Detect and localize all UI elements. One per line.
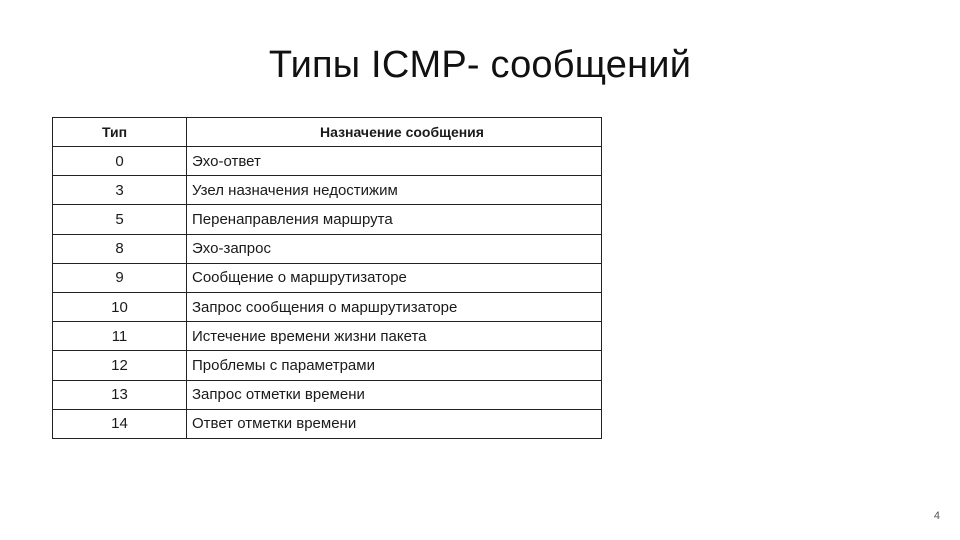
purpose-cell: Проблемы с параметрами <box>187 351 602 380</box>
column-header-type: Тип <box>53 118 187 147</box>
type-cell: 11 <box>53 322 187 351</box>
table-row <box>53 292 602 321</box>
table-header-row <box>53 118 602 147</box>
table-row <box>53 263 602 292</box>
type-cell: 0 <box>53 147 187 176</box>
slide-title: Типы ICMP- сообщений <box>268 44 692 86</box>
type-cell: 10 <box>53 292 187 321</box>
page-number: 4 <box>933 510 940 522</box>
type-cell: 12 <box>53 351 187 380</box>
purpose-cell: Сообщение о маршрутизаторе <box>187 263 602 292</box>
table-row <box>53 351 602 380</box>
type-cell: 5 <box>53 205 187 234</box>
purpose-cell: Эхо-запрос <box>187 234 602 263</box>
type-cell: 9 <box>53 263 187 292</box>
icmp-types-table <box>52 117 602 439</box>
table-row <box>53 205 602 234</box>
table-row <box>53 234 602 263</box>
type-cell: 8 <box>53 234 187 263</box>
purpose-cell: Запрос сообщения о маршрутизаторе <box>187 292 602 321</box>
table-row <box>53 147 602 176</box>
table-row <box>53 176 602 205</box>
purpose-cell: Узел назначения недостижим <box>187 176 602 205</box>
table-row <box>53 322 602 351</box>
table-row <box>53 409 602 438</box>
purpose-cell: Эхо-ответ <box>187 147 602 176</box>
purpose-cell: Перенаправления маршрута <box>187 205 602 234</box>
purpose-cell: Ответ отметки времени <box>187 409 602 438</box>
type-cell: 14 <box>53 409 187 438</box>
type-cell: 13 <box>53 380 187 409</box>
purpose-cell: Истечение времени жизни пакета <box>187 322 602 351</box>
column-header-purpose: Назначение сообщения <box>187 118 602 147</box>
purpose-cell: Запрос отметки времени <box>187 380 602 409</box>
table-row <box>53 380 602 409</box>
type-cell: 3 <box>53 176 187 205</box>
